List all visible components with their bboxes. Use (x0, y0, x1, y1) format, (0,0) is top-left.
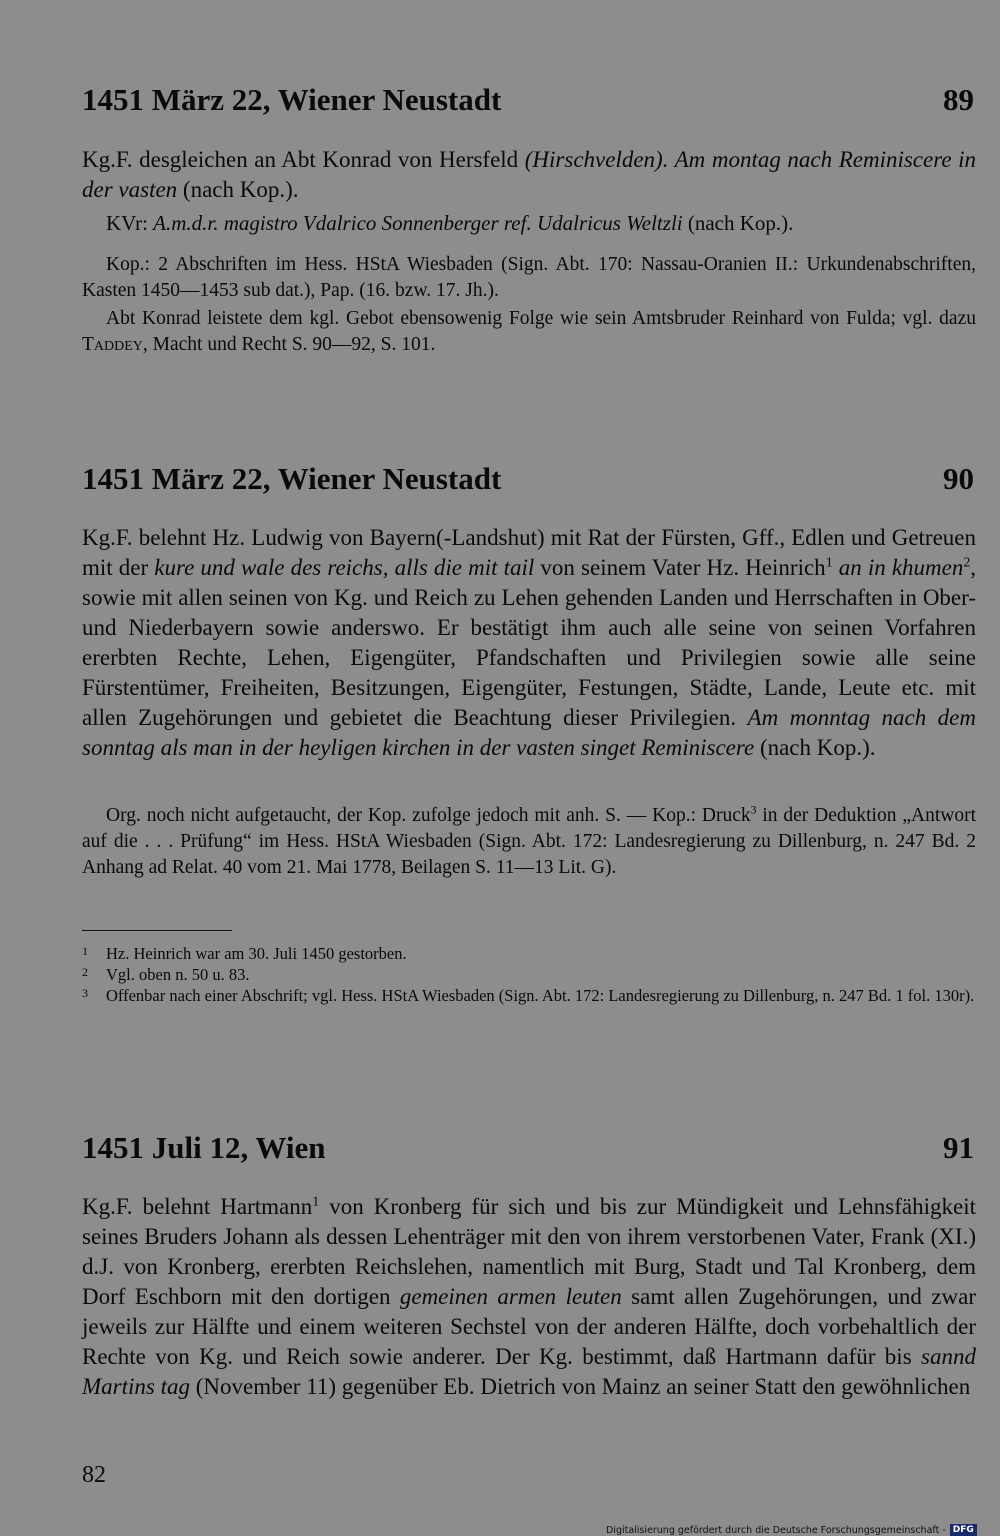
entry-91-body (82, 1192, 976, 1402)
text-run: in der Deduktion „Antwort auf die . . . Prüfung“ im Hess. HStA Wiesbaden (Sign. Abt. 172: Landesregierung zu Dillenburg, n. 247 Bd. 2 Anhang ad Relat. 40 vom 21. Mai 1778, Beilagen S. 11—13 Lit. G). (82, 805, 976, 878)
page-number: 82 (82, 1462, 106, 1488)
text-run: Taddey (82, 334, 143, 355)
footnote (82, 985, 976, 1006)
text-run: Abt Konrad leistete dem kgl. Gebot ebensowenig Folge wie sein Amtsbruder Reinhard von Fulda; vgl. dazu (106, 308, 976, 329)
entry-89-heading (82, 82, 974, 118)
text-run: Kg.F. desgleichen an Abt Konrad von Hersfeld (82, 147, 525, 172)
text-run: Kg.F. belehnt Hartmann (82, 1194, 313, 1219)
text-run: (nach Kop.). (754, 735, 876, 760)
text-run: Org. noch nicht aufgetaucht, der Kop. zufolge jedoch mit anh. S. — Kop.: Druck (106, 805, 751, 826)
footnote-text: Offenbar nach einer Abschrift; vgl. Hess. HStA Wiesbaden (Sign. Abt. 172: Landesregierung zu Dillenburg, n. 247 Bd. 1 fol. 130r). (106, 986, 975, 1005)
footnote-number: 2 (82, 965, 88, 979)
footnote (82, 964, 976, 985)
entry-number: 89 (943, 82, 974, 117)
entry-89-kop: Kop.: 2 Abschriften im Hess. HStA Wiesbaden (Sign. Abt. 170: Nassau-Oranien II.: Urkundenabschriften, Kasten 1450—1453 sub dat.), Pap. (16. bzw. 17. Jh.). (82, 254, 976, 301)
italic-text: A.m.d.r. magistro Vdalrico Sonnenberger ref. Udalricus Weltzli (153, 211, 683, 235)
text-run: (nach Kop.). (682, 211, 794, 235)
entry-89-body (82, 145, 976, 205)
text-run: , Macht und Recht S. 90—92, S. 101. (142, 334, 436, 355)
footnote-text: Hz. Heinrich war am 30. Juli 1450 gestorben. (106, 944, 407, 963)
footnote-ref: 1 (312, 1193, 320, 1209)
entry-number: 91 (943, 1130, 974, 1165)
footnote-text: Vgl. oben n. 50 u. 83. (106, 965, 250, 984)
footnote-ref: 1 (825, 554, 833, 570)
italic-text: (Hirschvelden). Am montag nach Reminiscere in der vasten (82, 147, 977, 202)
dfg-logo: DFG (950, 1524, 977, 1536)
entry-heading-text: 1451 März 22, Wiener Neustadt (82, 82, 502, 117)
entry-heading-text: 1451 März 22, Wiener Neustadt (82, 461, 502, 496)
text-run: Kg.F. belehnt Hz. Ludwig von Bayern(-Landshut) mit Rat der Fürsten, Gff., Edlen und Getreuen mit der (82, 525, 976, 580)
footer-text: Digitalisierung gefördert durch die Deutsche Forschungsgemeinschaft - (606, 1524, 946, 1536)
text-run: von Kronberg für sich und bis zur Mündigkeit und Lehnsfähigkeit seines Bruders Johann als dessen Lehenträger mit den von ihrem verstorbenen Vater, Frank (XI.) d.J. von Kronberg, ererbten Reichslehen, namentlich mit Burg, Stadt und Tal Kronberg, dem Dorf Eschborn mit den dortigen (82, 1194, 976, 1309)
entry-90-footnotes (82, 943, 976, 1006)
text-run: samt allen Zugehörungen, und zwar jeweils zur Hälfte und einem weiteren Sechstel von der anderen Hälfte, doch vorbehaltlich der Rechte von Kg. und Reich sowie anderer. Der Kg. bestimmt, daß Hartmann dafür bis (82, 1284, 976, 1369)
italic-text: sannd Martins tag (82, 1344, 976, 1399)
italic-text: kure und wale des reichs, alls die mit tail (154, 555, 535, 580)
italic-text: gemeinen armen leuten (399, 1284, 622, 1309)
entry-89-kvr (82, 210, 976, 236)
italic-text: an in khumen (838, 555, 964, 580)
text-run: (November 11) gegenüber Eb. Dietrich von Mainz an seiner Statt den gewöhnlichen (189, 1374, 971, 1399)
footnote-ref: 2 (963, 554, 971, 570)
italic-text: Am monntag nach dem sonntag als man in der heyligen kirchen in der vasten singet Reminiscere (82, 705, 976, 760)
footnote (82, 943, 976, 964)
entry-heading-text: 1451 Juli 12, Wien (82, 1130, 326, 1165)
footnote-ref: 3 (750, 803, 757, 817)
entry-number: 90 (943, 461, 974, 496)
entry-91-heading (82, 1130, 974, 1166)
footnote-number: 1 (82, 944, 88, 958)
footnote-number: 3 (82, 986, 88, 1000)
entry-90-body (82, 523, 976, 763)
text-run: , sowie mit allen seinen von Kg. und Reich zu Lehen gehenden Landen und Herrschaften in Ober- und Niederbayern sowie anderswo. Er bestätigt ihm auch alle seine von seinen Vorfahren ererbten Rechte, Lehen, Eigengüter, Pfandschaften und Privilegien sowie alle seine Fürstentümer, Freiheiten, Besitzungen, Eigengüter, Festungen, Städte, Lande, Leute etc. mit allen Zugehörungen und gebietet die Beachtung dieser Privilegien. (82, 555, 977, 730)
footnote-rule (82, 930, 232, 931)
entry-90-org (82, 803, 976, 881)
text-run: von seinem Vater Hz. Heinrich (534, 555, 826, 580)
footer-credit (606, 1524, 977, 1536)
entry-90-heading (82, 461, 974, 497)
entry-89-note (82, 306, 976, 358)
text-run: (nach Kop.). (177, 177, 299, 202)
text-run: KVr: (106, 211, 154, 235)
